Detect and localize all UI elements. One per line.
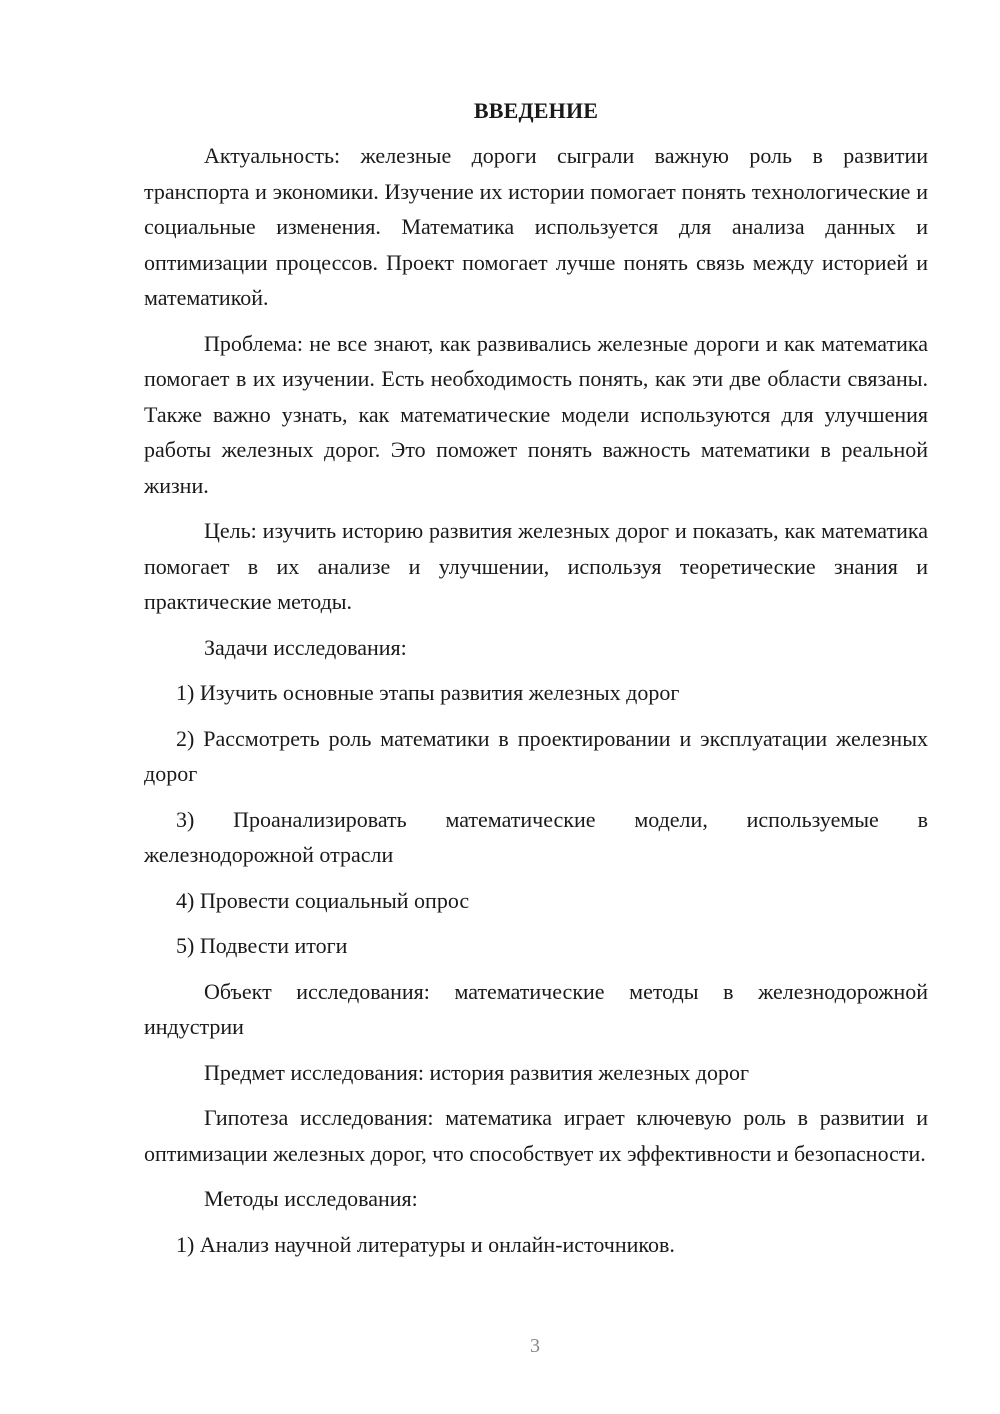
method-item-1: 1) Анализ научной литературы и онлайн-источников. (176, 1231, 675, 1257)
task-item-1: 1) Изучить основные этапы развития железных дорог (176, 680, 680, 705)
hypothesis-paragraph: Гипотеза исследования: математика играет ключевую роль в развитии и оптимизации железных дорог, что способствует их эффективности и безопасности. (144, 1105, 928, 1166)
problem-paragraph: Проблема: не все знают, как развивались железные дороги и как математика помогает в их изучении. Есть необходимость понять, как эти две области связаны. Также важно узнать, как математические модели используются для улучшения работы железных дорог. Это поможет понять важность математики в реальной жизни. (144, 330, 928, 498)
tasks-heading: Задачи исследования: (204, 634, 407, 660)
page-content (144, 96, 928, 1272)
methods-heading: Методы исследования: (204, 1186, 418, 1211)
task-item-2: 2) Рассмотреть роль математики в проектировании и эксплуатации железных дорог (144, 725, 928, 786)
section-title: ВВЕДЕНИЕ (473, 98, 599, 123)
goal-paragraph: Цель: изучить историю развития железных дорог и показать, как математика помогает в их анализе и улучшении, используя теоретические знания и практические методы. (144, 518, 928, 614)
task-item-5: 5) Подвести итоги (176, 933, 348, 958)
task-item-4: 4) Провести социальный опрос (176, 887, 470, 913)
object-paragraph: Объект исследования: математические методы в железнодорожной индустрии (144, 978, 928, 1039)
page-number: 3 (530, 1335, 540, 1357)
task-item-3: 3) Проанализировать математические модели, используемые в железнодорожной отрасли (144, 806, 928, 867)
subject-paragraph: Предмет исследования: история развития железных дорог (204, 1059, 749, 1085)
relevance-paragraph: Актуальность: железные дороги сыграли важную роль в развитии транспорта и экономики. Изучение их истории помогает понять технологические и социальные изменения. Математика используется для анализа данных и оптимизации процессов. Проект помогает лучше понять связь между историей и математикой. (144, 143, 928, 310)
